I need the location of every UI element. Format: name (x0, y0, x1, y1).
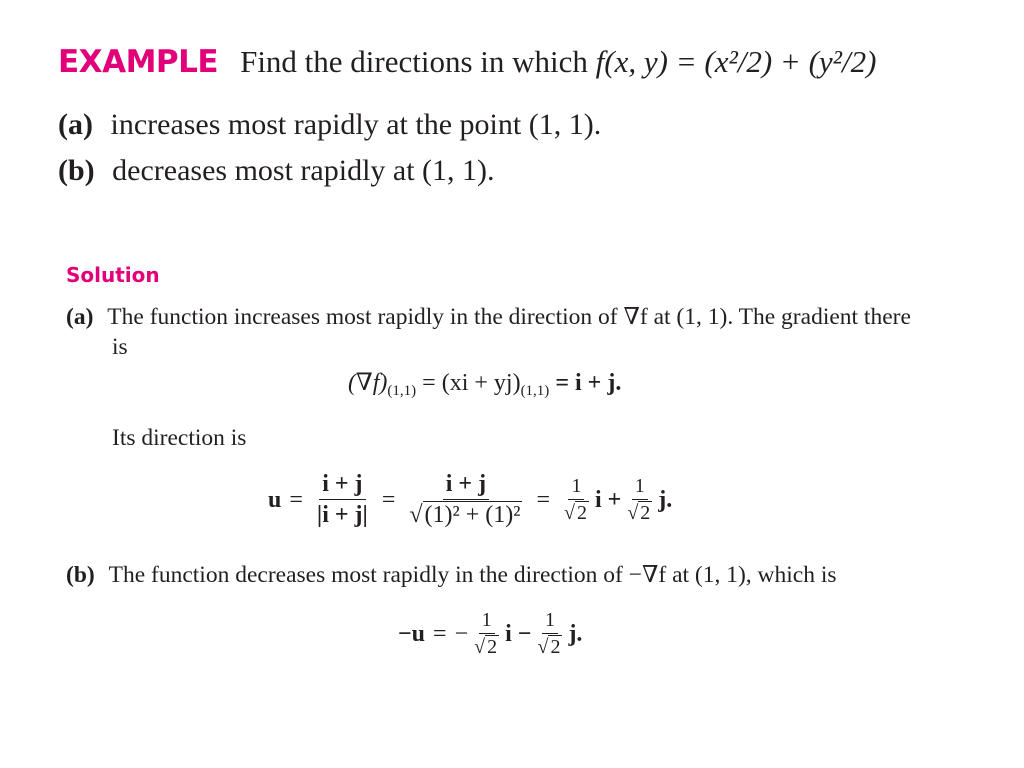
fraction-3 (561, 476, 592, 524)
fraction-2-radicand: (1)² + (1)² (424, 502, 521, 529)
fraction-2-den: √(1)² + (1)² (409, 502, 521, 529)
fraction-1 (314, 472, 371, 528)
fraction-2 (406, 472, 525, 528)
gradient-rhs: = i + j. (549, 370, 622, 396)
gradient-equation (348, 368, 621, 400)
fraction-1-den: |i + j| (316, 502, 368, 529)
part-b-label: (b) (58, 154, 95, 187)
fraction-1-num: i + j (319, 472, 365, 500)
term-3-vector: i + (594, 486, 622, 513)
fraction-2-num: i + j (443, 472, 489, 500)
solution-a-label: (a) (66, 304, 94, 330)
solution-label: Solution (66, 263, 160, 287)
fraction-4 (624, 476, 655, 524)
solution-b-line1 (66, 560, 837, 589)
part-a-text: increases most rapidly at the point (1, 1). (110, 108, 602, 141)
neg-term-1-vector: i − (505, 620, 532, 647)
neg-u-symbol: −u (398, 620, 426, 647)
neg-fraction-1: $\frac{1}{√ 2}$ (474, 609, 498, 658)
solution-b-label: (b) (66, 562, 95, 588)
gradient-mid-sub: (1,1) (520, 383, 550, 399)
neg-fraction-2: $\frac{1}{√ 2}$ (537, 609, 561, 658)
example-heading (58, 44, 876, 80)
term-4-vector: j. (658, 486, 673, 513)
fraction-4-num: 1 (632, 476, 648, 500)
direction-intro: Its direction is (112, 425, 247, 451)
part-a-line (58, 108, 601, 142)
gradient-mid: = (xi + yj) (416, 370, 521, 396)
part-b-line (58, 154, 495, 188)
solution-a-line1 (66, 302, 911, 331)
solution-a-line2: is (112, 334, 128, 360)
part-b-text: decreases most rapidly at (1, 1). (112, 154, 495, 187)
u-symbol: u (268, 486, 282, 513)
gradient-lhs-sub: (1,1) (387, 383, 417, 399)
fraction-3-den: √ 2 (563, 502, 587, 525)
fraction-4-den: √ 2 (627, 502, 651, 525)
gradient-lhs: (∇f) (348, 370, 388, 396)
example-intro: Find the directions in which (240, 44, 596, 79)
negative-u-equation: −u = − $\frac{1}{√ 2}$ i − $\frac{1}{√ 2}$ j. (398, 609, 583, 658)
example-function: f(x, y) = (x²/2) + (y²/2) (595, 44, 877, 79)
example-label: EXAMPLE (58, 44, 219, 80)
solution-b-text: The function decreases most rapidly in the direction of −∇f at (1, 1), which is (108, 562, 837, 588)
neg-term-2-vector: j. (568, 620, 583, 647)
fraction-3-num: 1 (568, 476, 584, 500)
part-a-label: (a) (58, 108, 93, 141)
solution-a-text: The function increases most rapidly in the direction of ∇f at (1, 1). The gradient there (107, 304, 911, 330)
unit-vector-equation: u = $\frac{i + j}{|i + j|}$ = $\frac{i + j}{\text{√(1)² + (1)²}}$ = $\frac{1}{√ 2}$ i + $\frac{1}{√ 2}$ j. (268, 471, 673, 529)
